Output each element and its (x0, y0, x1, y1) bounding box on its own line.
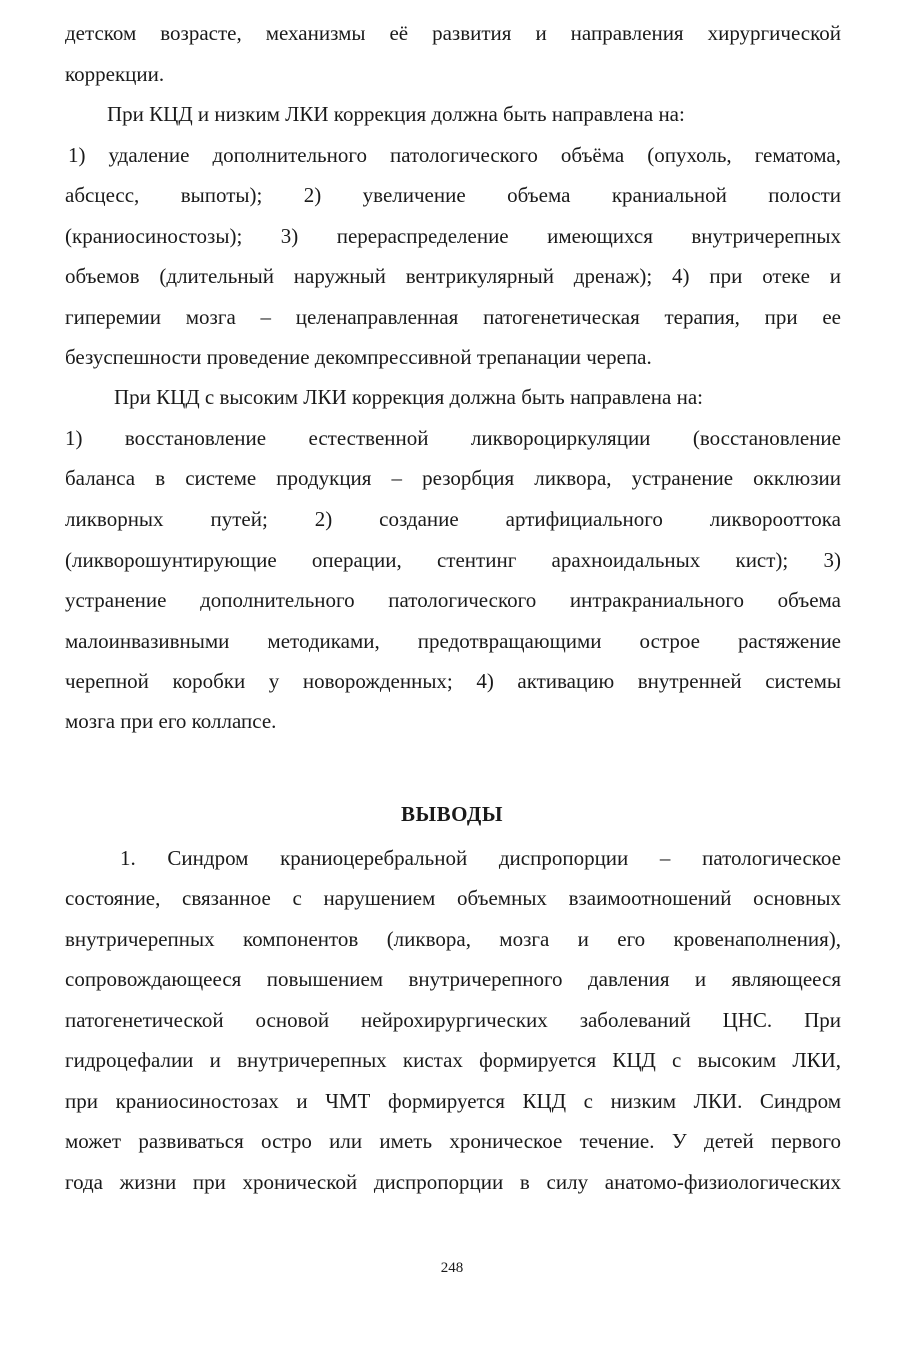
conclusion-1-line-6: гидроцефалии и внутричерепных кистах формируется КЦД с высоким ЛКИ, (65, 1048, 841, 1072)
conclusion-1-line-4: сопровождающееся повышением внутричерепного давления и являющееся (65, 967, 841, 991)
text-line-1: детском возрасте, механизмы её развития и направления хирургической (65, 21, 841, 45)
paragraph-3-line-2: 1) восстановление естественной ликвороциркуляции (восстановление (65, 426, 841, 450)
paragraph-2-line-2: 1) удаление дополнительного патологического объёма (опухоль, гематома, (68, 143, 841, 167)
conclusion-1-line-9: года жизни при хронической диспропорции в силу анатомо-физиологических (65, 1170, 841, 1194)
page-number: 248 (440, 1260, 464, 1276)
paragraph-3-line-7: малоинвазивными методиками, предотвращающими острое растяжение (65, 629, 841, 653)
paragraph-2-line-3: абсцесс, выпоты); 2) увеличение объема краниальной полости (65, 183, 841, 207)
text-line-2: коррекции. (65, 62, 165, 86)
conclusion-1-line-2: состояние, связанное с нарушением объемных взаимоотношений основных (65, 886, 841, 910)
paragraph-3-line-1: При КЦД с высоким ЛКИ коррекция должна быть направлена на: (114, 385, 703, 409)
conclusion-1-line-1: 1. Синдром краниоцеребральной диспропорции – патологическое (120, 846, 841, 870)
paragraph-3-line-3: баланса в системе продукция – резорбция ликвора, устранение окклюзии (65, 466, 841, 490)
paragraph-2-line-6: гиперемии мозга – целенаправленная патогенетическая терапия, при ее (65, 305, 841, 329)
paragraph-2-line-5: объемов (длительный наружный вентрикулярный дренаж); 4) при отеке и (65, 264, 841, 288)
paragraph-3-line-8: черепной коробки у новорожденных; 4) активацию внутренней системы (65, 669, 841, 693)
paragraph-2-line-4: (краниосиностозы); 3) перераспределение имеющихся внутричерепных (65, 224, 841, 248)
conclusion-1-line-5: патогенетической основой нейрохирургических заболеваний ЦНС. При (65, 1008, 841, 1032)
paragraph-3-line-6: устранение дополнительного патологического интракраниального объема (65, 588, 841, 612)
paragraph-2-line-7: безуспешности проведение декомпрессивной трепанации черепа. (65, 345, 652, 369)
conclusion-1-line-7: при краниосиностозах и ЧМТ формируется КЦД с низким ЛКИ. Синдром (65, 1089, 841, 1113)
paragraph-2-line-1: При КЦД и низким ЛКИ коррекция должна быть направлена на: (107, 102, 685, 126)
paragraph-3-line-4: ликворных путей; 2) создание артифициального ликворооттока (65, 507, 841, 531)
paragraph-3-line-5: (ликворошунтирующие операции, стентинг арахноидальных кист); 3) (65, 548, 841, 572)
conclusion-1-line-3: внутричерепных компонентов (ликвора, мозга и его кровенаполнения), (65, 927, 841, 951)
paragraph-3-line-9: мозга при его коллапсе. (65, 709, 277, 733)
conclusion-1-line-8: может развиваться остро или иметь хроническое течение. У детей первого (65, 1129, 841, 1153)
section-heading: ВЫВОДЫ (401, 802, 503, 826)
